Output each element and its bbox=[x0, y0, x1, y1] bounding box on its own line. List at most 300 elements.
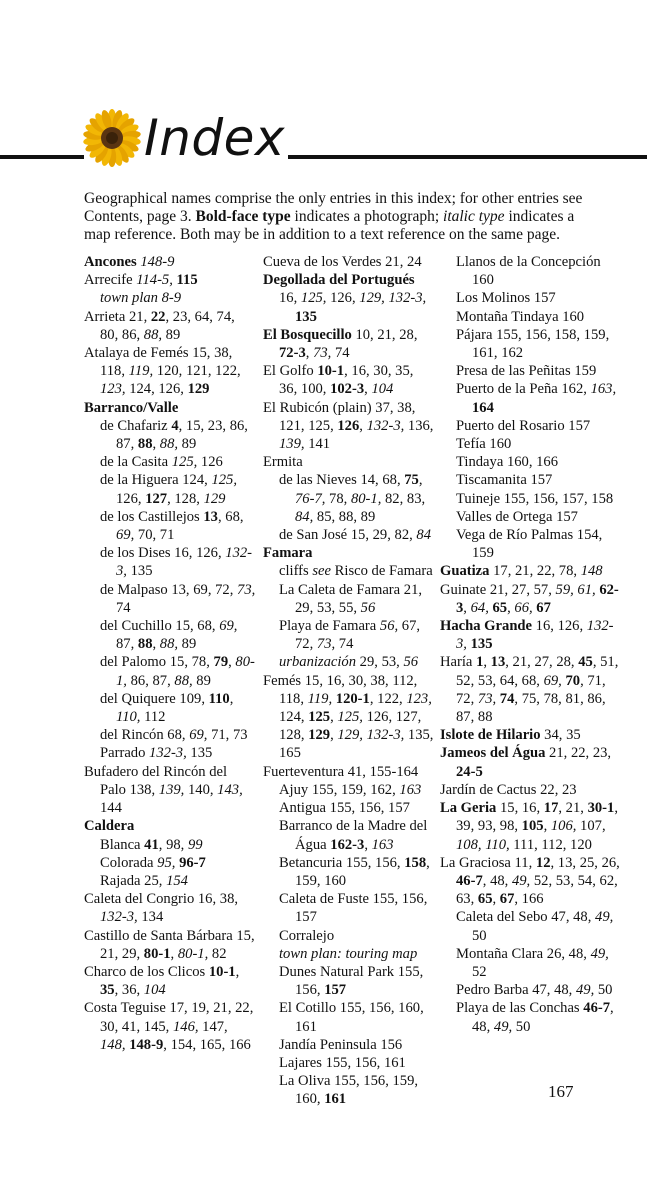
index-entry-segment: 107, bbox=[576, 818, 606, 835]
index-entry bbox=[263, 672, 435, 763]
index-subentry bbox=[440, 981, 620, 999]
index-entry-segment: Puerto de la Peña 162, bbox=[456, 381, 591, 398]
index-entry-segment: 10-1 bbox=[208, 963, 236, 980]
index-entry-segment: 134 bbox=[137, 909, 164, 926]
index-entry-segment: cliffs bbox=[279, 563, 313, 580]
index-entry-segment: El Golfo bbox=[263, 363, 318, 380]
index-entry-segment: , bbox=[152, 436, 160, 453]
index-entry-segment: 86, 87, bbox=[126, 672, 175, 689]
index-subentry bbox=[263, 562, 435, 580]
index-subentry bbox=[440, 945, 620, 981]
index-subentry bbox=[440, 453, 620, 471]
index-entry-segment: , bbox=[418, 472, 423, 489]
index-subentry bbox=[263, 781, 435, 799]
index-entry-segment: Tuineje 155, 156, 157, 158 bbox=[456, 490, 614, 507]
index-entry-segment: 96-7 bbox=[179, 854, 206, 871]
index-entry-segment: Pájara 155, 156, 158, 159, 161, 162 bbox=[456, 326, 610, 362]
index-entry-segment: , 71, 72, bbox=[456, 672, 606, 707]
index-entry-segment: 56 bbox=[403, 654, 419, 671]
index-entry-segment: 104 bbox=[371, 381, 394, 398]
page-title: Index bbox=[144, 109, 286, 167]
index-entry-segment: 143, bbox=[217, 781, 243, 798]
index-entry-segment: , 21, 27, 28, bbox=[505, 654, 579, 671]
index-entry-segment: El Rubicón (plain) 37, 38, 121, 125, bbox=[263, 399, 416, 434]
index-entry-segment: 89 bbox=[178, 636, 197, 653]
index-entry-segment: , 98, bbox=[158, 836, 188, 853]
index-entry bbox=[263, 763, 435, 781]
index-entry-segment: Caleta del Sebo 47, 48, bbox=[456, 909, 596, 926]
index-subentry bbox=[84, 726, 256, 744]
index-entry-segment: 30-1 bbox=[587, 800, 615, 817]
index-subentry bbox=[440, 999, 620, 1035]
index-entry-segment: 129 bbox=[187, 381, 210, 398]
index-entry-segment: 141 bbox=[304, 436, 331, 453]
index-entry-segment: 82 bbox=[208, 945, 227, 962]
index-entry-segment: 148 bbox=[580, 563, 603, 580]
index-entry-segment: , 15, 23, 86, 87, bbox=[116, 417, 248, 453]
index-entry bbox=[84, 999, 256, 1054]
index-subentry bbox=[440, 380, 620, 416]
index-entry-segment: 41 bbox=[144, 836, 159, 853]
index-entry-segment: 35 bbox=[100, 982, 115, 999]
index-entry-segment: 67 bbox=[499, 891, 515, 908]
index-entry-segment: Ancones bbox=[84, 254, 137, 270]
index-column-3 bbox=[440, 253, 620, 1036]
index-entry bbox=[84, 963, 256, 999]
index-entry-segment: de los Dises 16, 126, bbox=[100, 545, 226, 562]
index-entry-segment: 74 bbox=[335, 636, 354, 653]
index-entry-segment: 135 bbox=[186, 745, 213, 762]
index-entry bbox=[440, 799, 620, 854]
index-entry-segment: 124, bbox=[279, 709, 309, 726]
index-entry-segment: Famara bbox=[263, 545, 313, 562]
index-entry-segment: 132-3, bbox=[456, 618, 614, 653]
index-entry-segment: , bbox=[364, 381, 372, 398]
index-entry-segment: Caleta de Fuste 155, 156, 157 bbox=[279, 891, 428, 926]
index-entry-segment: 148-9 bbox=[140, 254, 175, 270]
index-header bbox=[0, 108, 647, 178]
index-entry-segment: 136, bbox=[404, 417, 434, 434]
index-subentry bbox=[440, 253, 620, 289]
index-entry-segment: Corralejo bbox=[279, 927, 335, 944]
index-entry-segment: Barranco de la Madre del Água bbox=[279, 818, 428, 853]
index-entry-segment: 15, 16, bbox=[496, 800, 544, 817]
index-entry-segment: 89 bbox=[162, 326, 181, 343]
index-entry-segment: 21, 22, 23, bbox=[545, 745, 612, 762]
index-subentry bbox=[263, 927, 435, 945]
index-entry-segment: 10, 21, 28, bbox=[351, 326, 418, 343]
index-entry-segment: 69, bbox=[116, 527, 135, 544]
index-entry-segment: 99 bbox=[187, 836, 203, 853]
index-entry-segment: 120-1 bbox=[335, 690, 370, 707]
index-entry bbox=[440, 744, 620, 780]
index-entry-segment: de Chafariz bbox=[100, 417, 172, 434]
index-entry-segment: , bbox=[359, 417, 367, 434]
index-entry-segment: 69, bbox=[219, 618, 238, 635]
index-subentry bbox=[263, 289, 435, 325]
index-entry-segment: 50 bbox=[472, 927, 487, 944]
index-entry-segment: 87, bbox=[116, 636, 138, 653]
index-subentry bbox=[84, 581, 256, 617]
index-entry-segment: 125, bbox=[337, 709, 363, 726]
index-entry-segment: 139, bbox=[158, 781, 185, 798]
index-entry-segment: 129 bbox=[308, 727, 331, 744]
index-entry-segment: 119, bbox=[128, 363, 154, 380]
index-entry-segment: , 21, bbox=[558, 800, 588, 817]
index-entry-segment: 29, 53, bbox=[356, 654, 404, 671]
index-entry-segment: 157 bbox=[324, 982, 347, 999]
index-entry-segment: 123, bbox=[100, 381, 126, 398]
index-entry-segment: Tiscamanita 157 bbox=[456, 472, 553, 489]
index-entry-segment: , 23, 64, 74, 80, 86, bbox=[100, 308, 235, 343]
index-subentry bbox=[263, 1054, 435, 1072]
index-entry-segment: 84 bbox=[416, 527, 432, 544]
index-entry-segment: 22 bbox=[150, 308, 166, 325]
index-entry-segment: Jandía Peninsula 156 bbox=[279, 1036, 403, 1053]
index-entry-segment: 84, bbox=[295, 508, 314, 525]
index-entry-segment: Antigua 155, 156, 157 bbox=[279, 800, 410, 817]
index-entry bbox=[84, 271, 256, 289]
index-entry-segment: urbanización bbox=[279, 654, 357, 671]
index-entry-segment: Islote de Hilario bbox=[440, 727, 541, 744]
index-entry bbox=[263, 453, 435, 471]
index-entry-segment: 73, bbox=[316, 636, 336, 653]
index-entry-segment: de la Casita bbox=[100, 454, 172, 471]
index-subentry bbox=[263, 945, 435, 963]
intro-bold-label: Bold-face type bbox=[195, 208, 291, 225]
index-entry-segment: 49, bbox=[590, 945, 609, 962]
index-entry-segment: 52, 53, 54, 62, 63, bbox=[456, 872, 618, 908]
index-entry-segment: , bbox=[364, 836, 372, 853]
index-entry-segment: Montaña Clara 26, 48, bbox=[456, 945, 591, 962]
index-entry-segment: , 122, bbox=[369, 690, 407, 707]
index-entry-segment: 34, 35 bbox=[540, 727, 581, 744]
index-entry-segment: , bbox=[170, 945, 178, 962]
index-entry-segment: , 48, bbox=[472, 1000, 614, 1035]
index-entry-segment: de las Nieves 14, 68, bbox=[279, 472, 405, 489]
index-entry-segment: 79 bbox=[213, 654, 229, 671]
index-subentry bbox=[440, 435, 620, 453]
index-entry-segment: Risco de Famara bbox=[331, 563, 433, 580]
index-entry-segment: 158 bbox=[404, 854, 427, 871]
index-entry bbox=[440, 854, 620, 909]
index-entry-segment: , bbox=[330, 709, 338, 726]
index-entry-segment: Castillo de Santa Bárbara 15, 21, 29, bbox=[84, 927, 255, 962]
index-entry-segment: Degollada del Portugués bbox=[263, 272, 415, 289]
index-entry-segment: Los Molinos 157 bbox=[456, 290, 556, 307]
index-entry-segment: 125, bbox=[300, 290, 327, 307]
index-entry-segment: 139, bbox=[279, 436, 305, 453]
index-entry bbox=[84, 817, 256, 835]
index-entry bbox=[440, 653, 620, 726]
index-entry-segment: , 68, bbox=[217, 508, 244, 525]
index-entry-segment: 125, bbox=[211, 472, 237, 489]
index-entry-segment: 74 bbox=[499, 690, 515, 707]
index-entry-segment: 111, 112, 120 bbox=[509, 836, 592, 853]
index-entry-segment: 112 bbox=[140, 709, 166, 726]
index-entry-segment: 88, bbox=[159, 436, 179, 453]
index-entry-segment: Jardín de Cactus 22, 23 bbox=[440, 781, 577, 798]
index-entry-segment: Caldera bbox=[84, 818, 135, 835]
index-entry-segment: 75 bbox=[404, 472, 419, 489]
index-entry-segment: 49, bbox=[511, 872, 531, 889]
index-entry-segment: 146, bbox=[172, 1018, 199, 1035]
index-subentry bbox=[84, 617, 256, 653]
index-entry-segment: 163, bbox=[590, 381, 617, 398]
index-entry-segment: 80-1, bbox=[116, 654, 255, 689]
index-entry-segment: , 154, 165, 166 bbox=[163, 1036, 251, 1053]
index-entry-segment: 125 bbox=[308, 709, 331, 726]
index-entry-segment: 115 bbox=[176, 272, 198, 289]
index-entry-segment: 88, bbox=[143, 326, 163, 343]
index-entry-segment: 49, bbox=[575, 982, 595, 999]
index-entry-segment: 148, bbox=[100, 1036, 126, 1053]
index-entry-segment: , 128, bbox=[167, 490, 204, 507]
index-subentry bbox=[263, 526, 435, 544]
index-entry-segment: , bbox=[507, 599, 515, 616]
index-entry-segment: 89 bbox=[178, 436, 197, 453]
index-entry-segment: 127 bbox=[145, 490, 168, 507]
index-entry-segment: Playa de las Conchas bbox=[456, 1000, 584, 1017]
index-entry-segment: 132-3, bbox=[100, 909, 138, 926]
index-entry-segment: Jameos del Água bbox=[440, 745, 546, 762]
index-entry-segment: 144 bbox=[100, 800, 122, 817]
index-entry-segment: La Oliva 155, 156, 159, 160, bbox=[279, 1073, 419, 1108]
index-entry-segment: Betancuria 155, 156, bbox=[279, 854, 405, 871]
index-entry-segment: 124, 126, bbox=[125, 381, 188, 398]
index-entry-segment: 72-3 bbox=[279, 345, 306, 362]
index-entry-segment: , 16, 30, 35, 36, 100, bbox=[279, 363, 414, 398]
index-subentry bbox=[263, 817, 435, 853]
index-entry-segment: , bbox=[543, 818, 551, 835]
index-entry-segment: 69, bbox=[189, 727, 208, 744]
index-entry-segment: 132-3, bbox=[366, 417, 405, 434]
index-entry-segment: 74 bbox=[331, 345, 350, 362]
index-entry-segment: , bbox=[235, 963, 240, 980]
index-entry-segment: 65 bbox=[492, 599, 508, 616]
index-entry-segment: , 159, 160 bbox=[295, 854, 430, 889]
intro-italic-label: italic type bbox=[443, 208, 505, 225]
index-entry-segment: 114-5, bbox=[136, 272, 173, 289]
index-entry-segment: 80-1, bbox=[177, 945, 209, 962]
intro-text-3: indicates a map reference. Both may be in addition to a text reference on the same page. bbox=[84, 208, 575, 243]
index-entry-segment: 4 bbox=[171, 417, 179, 434]
index-entry bbox=[263, 326, 435, 362]
index-column-1 bbox=[84, 253, 256, 1054]
index-entry-segment: 120, 121, 122, bbox=[153, 363, 241, 380]
index-entry-segment: Tefía 160 bbox=[456, 436, 512, 453]
index-subentry bbox=[84, 744, 256, 762]
index-entry bbox=[440, 617, 620, 653]
index-entry-segment: , 166 bbox=[514, 891, 544, 908]
index-entry-segment: 46-7 bbox=[583, 1000, 611, 1017]
index-subentry bbox=[84, 854, 256, 872]
index-subentry bbox=[84, 653, 256, 689]
index-entry-segment: 1 bbox=[476, 654, 484, 671]
index-entry bbox=[84, 253, 256, 271]
index-entry-segment: Valles de Ortega 157 bbox=[456, 508, 578, 525]
index-entry-segment: 49, bbox=[595, 909, 614, 926]
index-subentry bbox=[440, 289, 620, 307]
index-entry-segment: 45 bbox=[578, 654, 593, 671]
page-number: 167 bbox=[548, 1082, 574, 1101]
index-entry bbox=[440, 562, 620, 580]
index-entry-segment: 50 bbox=[594, 982, 613, 999]
index-entry-segment: Tindaya 160, 166 bbox=[456, 454, 559, 471]
index-entry-segment: 85, 88, 89 bbox=[313, 508, 376, 525]
index-entry-segment: Ajuy 155, 159, 162, bbox=[279, 781, 400, 798]
index-entry-segment: La Caleta de Famara 21, 29, 53, 55, bbox=[279, 581, 423, 616]
index-entry-segment: 66, bbox=[514, 599, 533, 616]
index-entry-segment: 163 bbox=[399, 781, 422, 798]
index-subentry bbox=[263, 581, 435, 617]
index-entry-segment: de San José 15, 29, 82, bbox=[279, 527, 417, 544]
index-entry-segment: 148-9 bbox=[129, 1036, 164, 1053]
index-entry-segment: Haría bbox=[440, 654, 477, 671]
index-entry-segment: town plan 8-9 bbox=[100, 290, 182, 307]
index-entry-segment: del Rincón 68, bbox=[100, 727, 190, 744]
index-entry-segment: , 36, bbox=[114, 982, 144, 999]
index-entry-segment: Charco de los Clicos bbox=[84, 963, 209, 980]
sunflower-icon bbox=[82, 108, 142, 168]
index-subentry bbox=[84, 453, 256, 471]
index-entry-segment: 105 bbox=[521, 818, 544, 835]
index-entry-segment: 88 bbox=[137, 436, 153, 453]
index-entry-segment: 110, bbox=[116, 709, 141, 726]
index-entry-segment: , 75, 78, 81, 86, 87, 88 bbox=[456, 690, 606, 726]
index-entry-segment: Hacha Grande bbox=[440, 618, 533, 635]
index-entry bbox=[84, 399, 256, 417]
index-entry-segment: , bbox=[330, 727, 338, 744]
index-subentry bbox=[440, 490, 620, 508]
index-entry-segment: 71, 73 bbox=[207, 727, 248, 744]
index-entry-segment: 140, bbox=[184, 781, 218, 798]
index-entry-segment: 89 bbox=[192, 672, 211, 689]
index-entry-segment: see bbox=[312, 563, 332, 580]
index-entry-segment: 135 bbox=[295, 308, 317, 325]
index-entry-segment: , 39, 93, 98, bbox=[456, 800, 618, 835]
index-subentry bbox=[263, 890, 435, 926]
index-entry bbox=[263, 544, 435, 562]
index-entry-segment: 64, bbox=[470, 599, 489, 616]
header-rule-left bbox=[0, 155, 84, 159]
index-entry-segment: 126, bbox=[116, 490, 146, 507]
index-entry-segment: 62-3 bbox=[456, 581, 619, 616]
index-entry-segment: 154 bbox=[166, 872, 188, 889]
index-subentry bbox=[84, 289, 256, 307]
index-entry-segment: 82, 83, bbox=[381, 490, 426, 507]
index-entry-segment: Atalaya de Femés 15, 38, 118, bbox=[84, 345, 233, 380]
index-entry-segment: , 51, 52, 53, 64, 68, bbox=[456, 654, 619, 689]
index-subentry bbox=[84, 544, 256, 580]
index-entry-segment: 73, bbox=[477, 690, 497, 707]
index-subentry bbox=[263, 854, 435, 890]
index-entry-segment: , bbox=[229, 690, 234, 707]
index-entry-segment: 95, bbox=[157, 854, 176, 871]
index-entry bbox=[84, 927, 256, 963]
index-entry-segment: Ermita bbox=[263, 454, 303, 471]
index-entry bbox=[84, 890, 256, 926]
index-entry-segment: 52 bbox=[472, 963, 487, 980]
index-subentry bbox=[84, 690, 256, 726]
index-subentry bbox=[84, 872, 256, 890]
index-column-2 bbox=[263, 253, 435, 1109]
index-entry-segment: 163 bbox=[371, 836, 394, 853]
index-subentry bbox=[440, 508, 620, 526]
index-subentry bbox=[440, 417, 620, 435]
index-subentry bbox=[440, 526, 620, 562]
index-subentry bbox=[84, 836, 256, 854]
index-entry-segment: Llanos de la Concepción 160 bbox=[456, 254, 601, 289]
index-entry-segment: , bbox=[228, 654, 236, 671]
index-subentry bbox=[440, 471, 620, 489]
index-entry-segment: 135 bbox=[126, 563, 153, 580]
index-entry-segment: 13 bbox=[203, 508, 218, 525]
index-entry-segment: 65 bbox=[477, 891, 493, 908]
index-entry-segment: El Bosquecillo bbox=[263, 326, 352, 343]
index-entry-segment: 164 bbox=[472, 399, 494, 416]
index-entry-segment: El Cotillo 155, 156, 160, 161 bbox=[279, 1000, 424, 1035]
index-entry-segment: del Cuchillo 15, 68, bbox=[100, 618, 220, 635]
index-entry-segment: 74 bbox=[116, 599, 131, 616]
index-entry-segment: 67, 72, bbox=[295, 618, 421, 653]
index-entry-segment: 110 bbox=[208, 690, 230, 707]
index-entry-segment: 80-1 bbox=[143, 945, 171, 962]
index-entry bbox=[263, 271, 435, 289]
index-entry bbox=[84, 308, 256, 344]
index-entry-segment: Barranco/Valle bbox=[84, 399, 179, 416]
index-entry-segment: 119, bbox=[307, 690, 333, 707]
index-entry-segment: 102-3 bbox=[330, 381, 365, 398]
index-entry-segment: Caleta del Congrio 16, 38, bbox=[84, 891, 239, 908]
index-entry-segment: Vega de Río Palmas 154, 159 bbox=[456, 527, 603, 562]
index-entry-segment: Arrieta 21, bbox=[84, 308, 151, 325]
index-entry bbox=[263, 362, 435, 398]
index-entry-segment: 10-1 bbox=[317, 363, 345, 380]
index-entry-segment: 78, bbox=[325, 490, 351, 507]
index-subentry bbox=[440, 308, 620, 326]
index-entry-segment: town plan: touring map bbox=[279, 945, 418, 962]
index-entry bbox=[440, 781, 620, 799]
index-subentry bbox=[263, 799, 435, 817]
index-subentry bbox=[263, 617, 435, 653]
index-entry-segment: de los Castillejos bbox=[100, 508, 204, 525]
index-entry-segment: 16, bbox=[279, 290, 301, 307]
index-subentry bbox=[263, 471, 435, 526]
index-entry-segment: , 48, bbox=[482, 872, 512, 889]
index-entry bbox=[263, 399, 435, 454]
index-entry-segment: La Geria bbox=[440, 800, 497, 817]
index-entry-segment: Puerto del Rosario 157 bbox=[456, 417, 591, 434]
index-entry-segment: 126 bbox=[197, 454, 223, 471]
index-entry-segment: 162-3 bbox=[330, 836, 365, 853]
index-entry-segment: 88 bbox=[137, 636, 153, 653]
index-entry-segment: 46-7 bbox=[456, 872, 483, 889]
index-entry-segment: Costa Teguise 17, 19, 21, 22, 30, 41, 145, bbox=[84, 1000, 254, 1035]
index-entry-segment: 56 bbox=[360, 599, 376, 616]
index-entry-segment: 70, 71 bbox=[134, 527, 175, 544]
intro-paragraph bbox=[84, 190, 584, 244]
index-entry-segment: 123, bbox=[406, 690, 432, 707]
index-entry-segment: 50 bbox=[512, 1018, 531, 1035]
index-entry-segment: 161 bbox=[324, 1091, 347, 1108]
index-entry-segment: del Palomo 15, 78, bbox=[100, 654, 214, 671]
index-entry-segment: 129 bbox=[203, 490, 226, 507]
index-entry-segment: La Graciosa 11, bbox=[440, 854, 536, 871]
index-subentry bbox=[440, 908, 620, 944]
index-entry-segment: 135, 165 bbox=[279, 727, 434, 762]
index-entry-segment: 106, bbox=[550, 818, 577, 835]
